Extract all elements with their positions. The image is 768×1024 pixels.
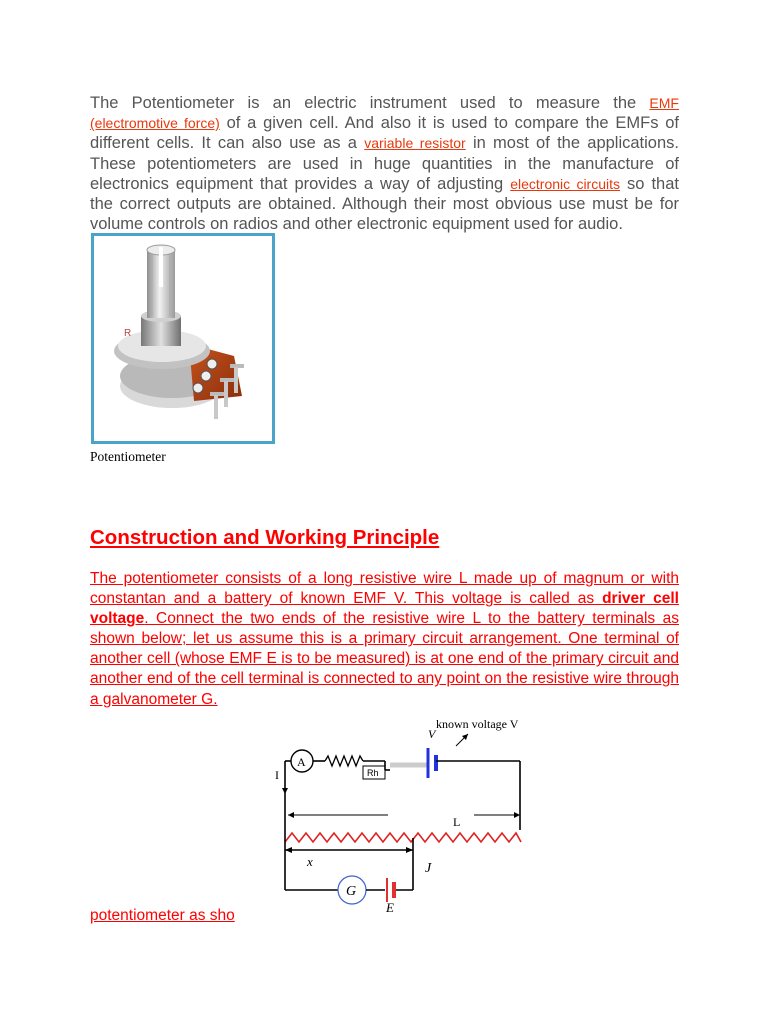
trailing-text: potentiometer as sho <box>90 907 235 924</box>
construction-paragraph <box>90 569 679 710</box>
v-mark: V <box>428 727 436 741</box>
intro-paragraph <box>90 93 679 234</box>
potentiometer-photo <box>91 233 275 444</box>
jockey-label: J <box>425 861 432 876</box>
photo-label: R <box>124 328 132 339</box>
section-heading: Construction and Working Principle <box>90 526 440 549</box>
rheostat-label: Rh <box>367 768 379 778</box>
intro-text-1: The Potentiometer is an electric instrument used to measure the <box>90 94 637 112</box>
intro-text-4: so that the correct outputs are obtained. Although their most obvious use must be for volume controls on radios and other electronic equipment used for audio. <box>90 174 679 234</box>
length-label: x <box>307 854 313 869</box>
wire-label: L <box>453 815 461 829</box>
potentiometer-circuit-diagram <box>270 712 540 912</box>
construction-text-2: . Connect the two ends of the resistive wire L to the battery terminals as shown below; let us assume this is a primary circuit arrangement. One terminal of another cell (whose EMF E is to be measured) is at one end of the primary circuit and another end of the cell terminal is connected to any point on the resistive wire through a galvanometer G. <box>90 610 679 708</box>
driver-voltage-term: driver cell voltage <box>90 590 679 628</box>
resistive-wire <box>285 833 521 842</box>
known-voltage-label: known voltage V <box>436 717 519 731</box>
figure-caption: Potentiometer <box>90 449 166 464</box>
current-label: I <box>275 768 279 782</box>
ammeter-label: A <box>297 755 306 769</box>
construction-text-1: The potentiometer consists of a long resistive wire L made up of magnum or with constantan and a battery of known EMF V. This voltage is called as <box>90 570 679 608</box>
intro-text-2: of a given cell. And also it is used to compare the EMFs of different cells. It can also use as a <box>90 114 680 153</box>
rheostat-symbol <box>325 756 363 766</box>
cell-label: E <box>386 900 394 912</box>
variable-resistor-link[interactable]: variable resistor <box>364 135 466 152</box>
intro-text-3: in most of the applications. These potentiometers are used in huge quantities in the manufacture of electronics equipment that provides a way of adjusting <box>90 134 679 193</box>
emf-link[interactable]: EMF (electromotive force) <box>90 95 679 132</box>
galvanometer-label: G <box>346 884 357 899</box>
electronic-circuits-link[interactable]: electronic circuits <box>510 175 621 192</box>
potentiometer-illustration <box>94 236 272 441</box>
